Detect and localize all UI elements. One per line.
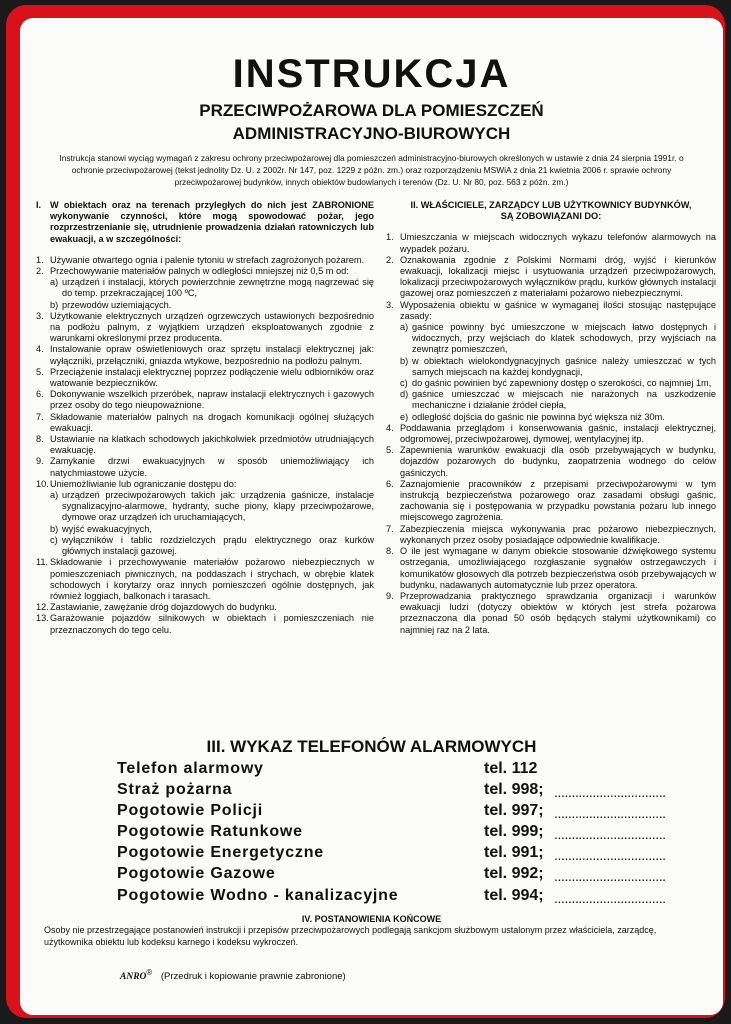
list-item xyxy=(36,479,374,490)
phone-blank-line: ................................ xyxy=(554,805,666,821)
phone-row xyxy=(117,865,697,885)
phone-name: Pogotowie Policji xyxy=(117,802,264,819)
list-item xyxy=(386,524,716,546)
item-text: Zapewnienia warunków ewakuacji dla osób przebywających w budynku, dojazdów pożarowych do budynku, zaopatrzenia wodnego do celów gaśniczych. xyxy=(400,445,716,478)
section-2-heading-line2: SĄ ZOBOWIĄZANI DO: xyxy=(500,211,602,222)
item-number: 9. xyxy=(36,456,44,467)
section-1-heading-text: W obiektach oraz na terenach przyległych do nich jest ZABRONIONE wykonywanie czynności, które mogą spowodować pożar, jego rozprzestrzenianie się, utrudnienie prowadzenia działań ratowniczych lub ewakuacji, a w szczególności: xyxy=(50,200,374,244)
phone-number: tel. 994; xyxy=(484,887,544,904)
sub-item-text: gaśnice powinny być umieszczone w miejscach łatwo dostępnych i widocznych, przy wejściach do klatek schodowych, przy wyjściach na zewnątrz pomieszczeń, xyxy=(412,322,716,355)
list-item xyxy=(386,445,716,479)
phone-number: tel. 112 xyxy=(484,760,538,777)
phone-name: Pogotowie Energetyczne xyxy=(117,844,324,861)
sub-item xyxy=(36,535,374,557)
item-number: 5. xyxy=(36,366,44,377)
sub-item xyxy=(36,277,374,299)
list-item xyxy=(36,266,374,277)
list-item xyxy=(386,300,716,322)
item-number: 6. xyxy=(386,478,394,489)
list-item xyxy=(36,602,374,613)
sub-item xyxy=(386,356,716,378)
item-number: 5. xyxy=(386,445,394,456)
brand-logo: ANRO xyxy=(120,972,147,983)
item-text: Używanie otwartego ognia i palenie tytoniu w strefach zagrożonych pożarem. xyxy=(50,254,365,265)
item-number: 3. xyxy=(386,299,394,310)
item-text: Umieszczania w miejscach widocznych wykazu telefonów alarmowych na wypadek pożaru. xyxy=(400,232,716,254)
item-text: Ustawianie na klatkach schodowych jakichkolwiek przedmiotów utrudniających ewakuację. xyxy=(50,434,374,456)
list-item xyxy=(36,255,374,266)
item-text: Dokonywanie wszelkich przeróbek, napraw instalacji elektrycznych i gazowych przez osoby do tego nieupoważnione. xyxy=(50,389,374,411)
item-number: 1. xyxy=(36,254,44,265)
item-number: 7. xyxy=(386,523,394,534)
section-1-heading xyxy=(36,200,374,245)
sub-item xyxy=(386,378,716,389)
item-text: Przeciążenie instalacji elektrycznej poprzez podłączenie wielu odbiorników oraz watowanie bezpieczników. xyxy=(50,366,374,389)
item-number: 3. xyxy=(36,310,44,321)
item-text: Uniemożliwianie lub ograniczanie dostępu do: xyxy=(50,478,237,489)
item-number: 4. xyxy=(386,422,394,433)
item-number: 6. xyxy=(36,389,44,400)
item-number: 2. xyxy=(386,254,394,265)
item-number: 2. xyxy=(36,266,44,277)
item-number: 13. xyxy=(36,613,49,624)
sub-item-letter: d) xyxy=(400,389,409,400)
list-item xyxy=(386,423,716,445)
sub-item-text: wyjść ewakuacyjnych, xyxy=(62,523,152,534)
sub-item xyxy=(36,490,374,524)
sub-item-text: w obiektach wielokondygnacyjnych gaśnice należy umieszczać w tych samych miejscach na każdej kondygnacji, xyxy=(412,355,716,377)
item-number: 8. xyxy=(386,546,394,557)
sub-item-letter: b) xyxy=(400,355,409,366)
item-text: Poddawania przeglądom i konserwowania gaśnic, instalacji elektrycznej, odgromowej, przeciwpożarowej, dymowej, wentylacyjnej itp. xyxy=(400,422,716,445)
section-3-heading: III. WYKAZ TELEFONÓW ALARMOWYCH xyxy=(206,737,537,756)
item-number: 11. xyxy=(36,557,49,568)
item-number: 12. xyxy=(36,602,49,613)
item-text: Użytkowanie elektrycznych urządzeń ogrzewczych ustawionych bezpośrednio na podłożu palnym, z wyjątkiem urządzeń eksploatowanych zgodnie z warunkami określonymi przez producenta. xyxy=(50,310,374,344)
document-subtitle-line2: ADMINISTRACYJNO-BIUROWYCH xyxy=(232,124,511,143)
section-4-text: Osoby nie przestrzegające postanowień instrukcji i przepisów przeciwpożarowych podlegają sankcjom służbowym ustalonym przez właściciela, zarządcę, użytkownika obiektu lub kodeksu karnego i kodeksu wykroczeń. xyxy=(44,925,657,947)
footer xyxy=(120,968,346,982)
sub-item-text: do gaśnic powinien być zapewniony dostęp o szerokości, co najmniej 1m, xyxy=(412,378,712,389)
document-subtitle-line1: PRZECIWPOŻAROWA DLA POMIESZCZEŃ xyxy=(199,101,544,120)
sub-item-text: przewodów uziemiających. xyxy=(62,299,172,310)
item-text: O ile jest wymagane w danym obiekcie stosowanie dźwiękowego systemu ostrzegania, umożliwiającego rozgłaszanie sygnałów ostrzegawczych i komunikatów głosowych dla potrzeb bezpieczeństwa osób przebywających w budynku, nadawanych automatycznie lub przez operatora. xyxy=(400,546,716,590)
item-number: 1. xyxy=(386,232,394,243)
list-item xyxy=(386,591,716,636)
sub-item-letter: b) xyxy=(50,523,59,534)
list-item xyxy=(386,255,716,300)
phone-name: Pogotowie Wodno - kanalizacyjne xyxy=(117,887,399,904)
phone-row xyxy=(117,844,697,864)
item-text: Zaznajomienie pracowników z przepisami przeciwpożarowymi w tym instrukcją bezpieczeństwa pożarowego oraz zasadami obsługi gaśnic, zachowania się i postępowania w przypadku powstania pożaru lub innego miejscowego zagrożenia. xyxy=(400,478,716,523)
copyright-note: (Przedruk i kopiowanie prawnie zabronione) xyxy=(160,971,346,983)
phone-row xyxy=(117,887,697,907)
list-item xyxy=(36,557,374,602)
sub-item-letter: a) xyxy=(50,490,59,501)
list-item xyxy=(36,613,374,635)
item-text: Przeprowadzania praktycznego sprawdzania organizacji i warunków ewakuacji ludzi (dotyczy obiektów w których jest strefa pożarowa przeznaczona dla ponad 50 osób będących stałymi użytkownikami) co najmniej raz na 2 lata. xyxy=(400,590,716,635)
phone-row xyxy=(117,802,697,822)
sub-item-text: urządzeń przeciwpożarowych takich jak: urządzenia gaśnicze, instalacje sygnalizacyjno-alarmowe, hydranty, suche piony, klapy przeciwpożarowe, dymowe oraz urządzeń ich uruchamiających, xyxy=(62,490,374,523)
sub-item-text: gaśnice umieszczać w miejscach nie narażonych na uszkodzenie mechaniczne i działanie źródeł ciepła, xyxy=(412,389,716,411)
phone-row xyxy=(117,760,697,780)
sub-item xyxy=(386,389,716,411)
sub-item-text: wyłączników i tablic rozdzielczych prądu elektrycznego oraz kurków głównych instalacji gazowej. xyxy=(62,534,374,557)
sub-item-letter: b) xyxy=(50,299,59,310)
item-number: 8. xyxy=(36,434,44,445)
phone-number: tel. 998; xyxy=(484,781,544,798)
sign-panel xyxy=(20,18,723,1015)
section-1 xyxy=(36,200,374,636)
section-2-heading-line1: II. WŁAŚCICIELE, ZARZĄDCY LUB UŻYTKOWNICY BUDYNKÓW, xyxy=(410,200,692,210)
phone-blank-line: ................................ xyxy=(554,847,666,863)
item-text: Zabezpieczenia miejsca wykonywania prac pożarowo niebezpiecznych, wykonanych przez osoby posiadające odpowiednie kwalifikacje. xyxy=(400,523,716,545)
item-text: Instalowanie opraw oświetleniowych oraz sprzętu instalacji elektrycznej jak: wyłączniki, przełączniki, gniazda wtykowe, bezpośrednio na podłożu palnym. xyxy=(50,344,374,366)
item-text: Garażowanie pojazdów silnikowych w obiektach i pomieszczeniach nie przeznaczonych do tego celu. xyxy=(50,613,374,635)
intro-paragraph: Instrukcja stanowi wyciąg wymagań z zakresu ochrony przeciwpożarowej dla pomieszczeń administracyjno-biurowych określonych w ustawie z dnia 24 sierpnia 1991r. o ochronie przeciwpożarowej (tekst jednolity Dz. U. z 2002r. Nr 147, poz. 1229 z późn. zm.) oraz rozporządzeniu MSWiA z dnia 21 kwietnia 2006 r. sprawie ochrony przeciwpożarowej budynków, innych obiektów budowlanych i terenów (Dz. U. Nr 80, poz. 563 z późn. zm.) xyxy=(59,153,684,187)
phone-name: Telefon alarmowy xyxy=(117,760,264,777)
phone-row xyxy=(117,781,697,801)
sub-item-letter: e) xyxy=(400,411,409,422)
section-2 xyxy=(386,200,716,636)
phone-name: Pogotowie Ratunkowe xyxy=(117,823,303,840)
list-item xyxy=(36,389,374,411)
phone-row xyxy=(117,823,697,843)
item-number: 7. xyxy=(36,411,44,422)
item-number: 10. xyxy=(36,478,49,489)
sub-item xyxy=(386,322,716,356)
item-number: 9. xyxy=(386,590,394,601)
item-text: Składowanie materiałów palnych na drogach komunikacji ogólnej służących ewakuacji. xyxy=(50,411,374,433)
item-text: Oznakowania zgodnie z Polskimi Normami dróg, wyjść i kierunków ewakuacji, lokalizacji miejsc i usytuowania urządzeń przeciwpożarowych, lokalizacji przeciwpożarowych wyłączników prądu, kurków głównych instalacji gazowej oraz pomieszczeń z materiałami pożarowo niebezpiecznymi. xyxy=(400,254,716,299)
list-item xyxy=(36,344,374,366)
sub-item-text: odległość dojścia do gaśnic nie powinna być większa niż 30m. xyxy=(412,411,665,422)
list-item xyxy=(36,311,374,345)
phone-blank-line: ................................ xyxy=(554,826,666,842)
sub-item-letter: a) xyxy=(400,322,409,333)
phone-blank-line: ................................ xyxy=(554,868,666,884)
sub-item-letter: a) xyxy=(50,277,59,288)
list-item xyxy=(36,367,374,389)
sub-item-letter: c) xyxy=(50,534,58,545)
list-item xyxy=(36,412,374,434)
phone-name: Pogotowie Gazowe xyxy=(117,865,276,882)
phone-name: Straż pożarna xyxy=(117,781,233,798)
sub-item xyxy=(36,300,374,311)
item-text: Wyposażenia obiektu w gaśnice w wymaganej ilości stosując następujące zasady: xyxy=(400,299,716,321)
section-2-heading xyxy=(386,200,716,222)
section-1-number: I. xyxy=(36,200,42,210)
phone-blank-line: ................................ xyxy=(554,784,666,800)
list-item xyxy=(36,434,374,456)
registered-mark: ® xyxy=(146,968,153,977)
phone-number: tel. 997; xyxy=(484,802,544,819)
phone-blank-line: ................................ xyxy=(554,890,666,906)
item-text: Przechowywanie materiałów palnych w odległości mniejszej niż 0,5 m od: xyxy=(50,266,349,277)
list-item xyxy=(36,456,374,478)
document-title: INSTRUKCJA xyxy=(232,52,511,96)
item-text: Zamykanie drzwi ewakuacyjnych w sposób uniemożliwiający ich natychmiastowe użycie. xyxy=(50,456,374,478)
item-number: 4. xyxy=(36,344,44,355)
item-text: Składowanie i przechowywanie materiałów pożarowo niebezpiecznych w pomieszczeniach piwnicznych, na poddaszach i strychach, w obrębie klatek schodowych i korytarzy oraz innych pomieszczeń ogólnie dostępnych, jak również loggiach, balkonach i tarasach. xyxy=(50,557,374,601)
item-text: Zastawianie, zawężanie dróg dojazdowych do budynku. xyxy=(50,602,277,613)
phone-number: tel. 991; xyxy=(484,844,544,861)
sub-item xyxy=(36,524,374,535)
list-item xyxy=(386,479,716,524)
phone-number: tel. 999; xyxy=(484,823,544,840)
phone-number: tel. 992; xyxy=(484,865,544,882)
list-item xyxy=(386,232,716,254)
sub-item-letter: c) xyxy=(400,378,408,389)
list-item xyxy=(386,546,716,591)
sub-item-text: urządzeń i instalacji, których powierzchnie zewnętrzne mogą nagrzewać się do temp. przekraczającej 100 ºC, xyxy=(62,277,374,299)
sign-red-border xyxy=(6,5,725,1018)
sub-item xyxy=(386,412,716,423)
section-4-heading: IV. POSTANOWIENIA KOŃCOWE xyxy=(301,914,442,924)
